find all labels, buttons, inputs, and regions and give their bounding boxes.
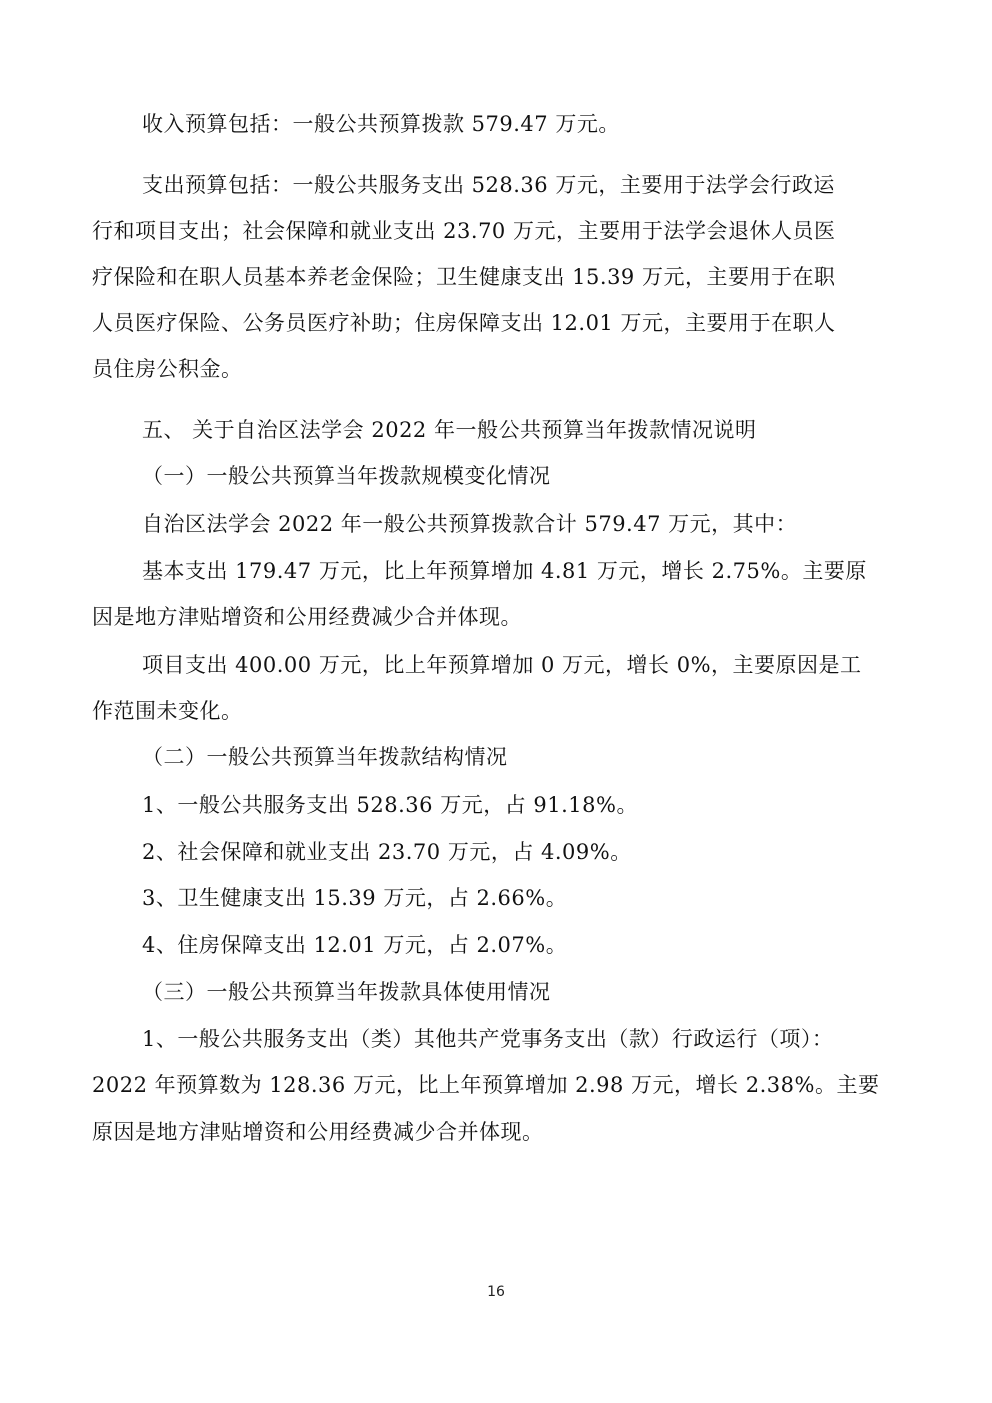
page-number: 16	[487, 1284, 505, 1300]
structure-item-2: 2、社会保障和就业支出 23.70 万元，占 4.09%。	[142, 840, 632, 864]
expense-summary-line-4: 人员医疗保险、公务员医疗补助；住房保障支出 12.01 万元，主要用于在职人	[92, 311, 836, 335]
usage-item-1-line-1: 1、一般公共服务支出（类）其他共产党事务支出（款）行政运行（项）：	[142, 1027, 834, 1051]
expense-summary-line-5: 员住房公积金。	[92, 357, 243, 381]
total-allocation-line: 自治区法学会 2022 年一般公共预算拨款合计 579.47 万元，其中：	[142, 512, 798, 536]
project-expense-line-1: 项目支出 400.00 万元，比上年预算增加 0 万元，增长 0%，主要原因是工	[142, 653, 862, 677]
expense-summary-line-2: 行和项目支出；社会保障和就业支出 23.70 万元，主要用于法学会退休人员医	[92, 219, 836, 243]
expense-summary-line-1: 支出预算包括：一般公共服务支出 528.36 万元，主要用于法学会行政运	[142, 173, 835, 197]
expense-summary-line-3: 疗保险和在职人员基本养老金保险；卫生健康支出 15.39 万元，主要用于在职	[92, 265, 836, 289]
section-five-heading: 五、 关于自治区法学会 2022 年一般公共预算当年拨款情况说明	[142, 418, 757, 442]
structure-item-4: 4、住房保障支出 12.01 万元，占 2.07%。	[142, 933, 568, 957]
project-expense-line-2: 作范围未变化。	[92, 699, 243, 723]
subsection-three-heading: （三）一般公共预算当年拨款具体使用情况	[142, 980, 551, 1004]
structure-item-3: 3、卫生健康支出 15.39 万元，占 2.66%。	[142, 886, 568, 910]
basic-expense-line-1: 基本支出 179.47 万元，比上年预算增加 4.81 万元，增长 2.75%。主要原	[142, 559, 867, 583]
subsection-two-heading: （二）一般公共预算当年拨款结构情况	[142, 745, 508, 769]
usage-item-1-line-2: 2022 年预算数为 128.36 万元，比上年预算增加 2.98 万元，增长 2.38%。主要	[92, 1073, 880, 1097]
basic-expense-line-2: 因是地方津贴增资和公用经费减少合并体现。	[92, 605, 522, 629]
income-summary-line-1: 收入预算包括：一般公共预算拨款 579.47 万元。	[142, 112, 620, 136]
structure-item-1: 1、一般公共服务支出 528.36 万元，占 91.18%。	[142, 793, 638, 817]
usage-item-1-line-3: 原因是地方津贴增资和公用经费减少合并体现。	[92, 1120, 544, 1144]
subsection-one-heading: （一）一般公共预算当年拨款规模变化情况	[142, 464, 551, 488]
